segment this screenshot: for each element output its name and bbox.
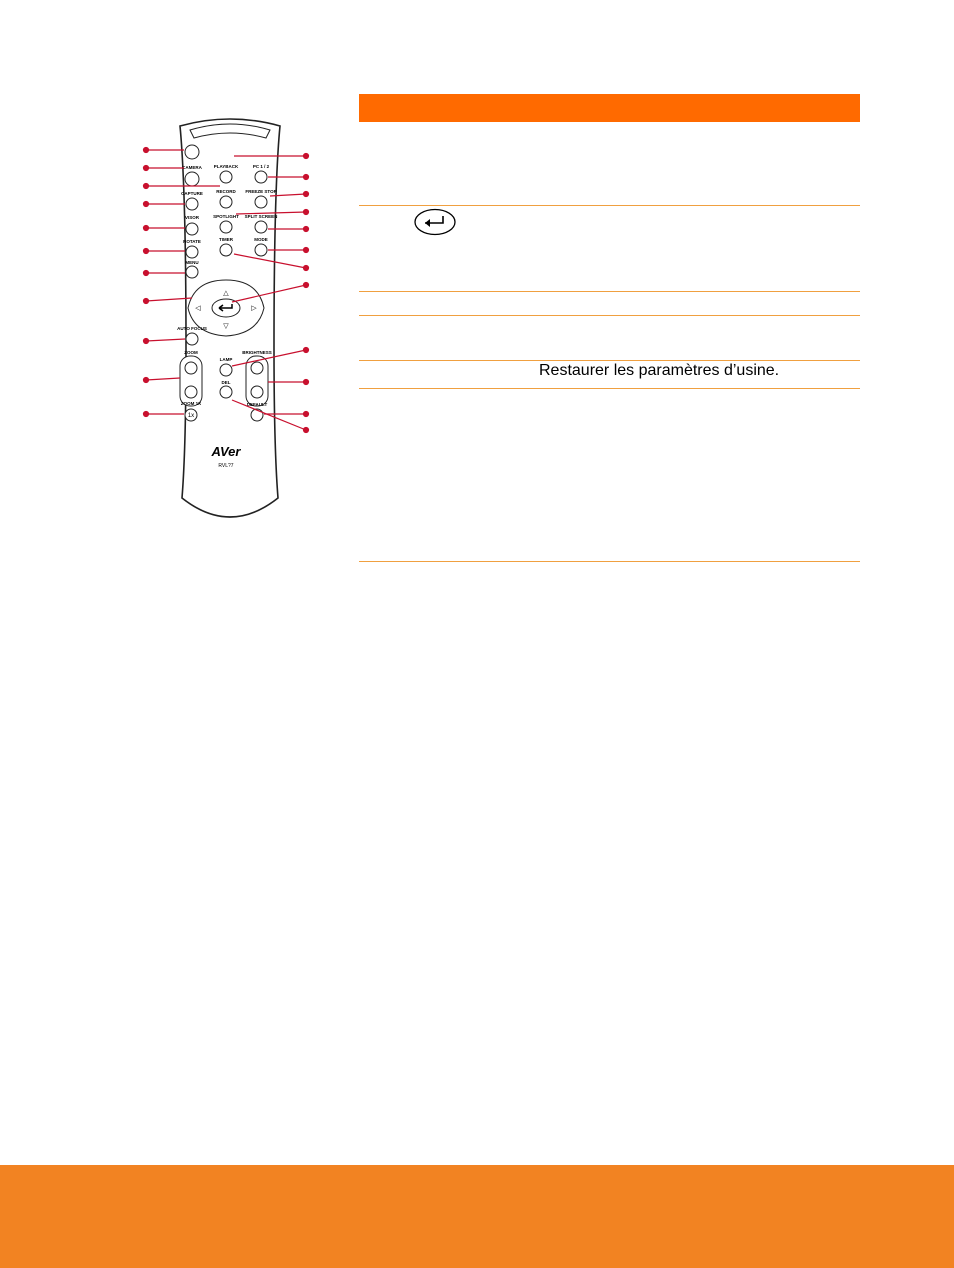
default-label: DEFAULT [246, 402, 268, 407]
remote-control-illustration [140, 118, 320, 533]
zoom-out-button [185, 386, 197, 398]
rotate-button [186, 246, 198, 258]
table-header-bar [359, 94, 860, 122]
split-button [255, 221, 267, 233]
brightness-label: BRIGHTNESS [242, 350, 272, 355]
svg-text:△: △ [223, 290, 229, 297]
capture-label: CAPTURE [181, 191, 203, 196]
row-divider [359, 291, 860, 292]
one-x-text: 1x [187, 413, 195, 419]
zoom-label: ZOOM [184, 350, 198, 355]
menu-label: MENU [185, 260, 199, 265]
playback-button [220, 171, 232, 183]
rotate-label: ROTATE [183, 239, 201, 244]
default-description: Restaurer les paramètres d’usine. [539, 362, 780, 379]
timer-label: TIMER [219, 237, 233, 242]
spotlight-button [220, 221, 232, 233]
row-divider [359, 315, 860, 316]
zoom-in-button [185, 362, 197, 374]
row-divider [359, 561, 860, 562]
pc-button [255, 171, 267, 183]
page-footer-bar [0, 1165, 954, 1268]
timer-button [220, 244, 232, 256]
spotlight-label: SPOTLIGHT [213, 214, 239, 219]
svg-text:▷: ▷ [251, 305, 257, 312]
camera-label: CAMERA [182, 165, 202, 170]
freeze-label: FREEZE STOP [245, 189, 277, 194]
split-label: SPLIT SCREEN [244, 214, 278, 219]
svg-text:◁: ◁ [195, 305, 201, 312]
mode-button [255, 244, 267, 256]
enter-button-icon [413, 207, 457, 237]
record-button [220, 196, 232, 208]
visor-button [186, 223, 198, 235]
pc-label: PC 1 / 2 [252, 164, 270, 169]
row-divider [359, 205, 860, 206]
auto-focus-label: AUTO FOCUS [177, 326, 207, 331]
brightness-down-button [251, 386, 263, 398]
del-label: DEL [221, 380, 231, 385]
record-label: RECORD [216, 189, 236, 194]
power-button [185, 145, 199, 159]
svg-text:▽: ▽ [223, 323, 229, 330]
auto-focus-button [186, 333, 198, 345]
camera-button [185, 172, 199, 186]
lamp-label: LAMP [219, 357, 233, 362]
capture-button [186, 198, 198, 210]
brand-logo: AVer [211, 444, 241, 459]
model-label: RVL?7 [218, 463, 234, 469]
brightness-up-button [251, 362, 263, 374]
menu-button [186, 266, 198, 278]
freeze-button [255, 196, 267, 208]
del-button [220, 386, 232, 398]
row-divider [359, 360, 860, 361]
default-button [251, 409, 263, 421]
mode-label: MODE [254, 237, 268, 242]
lamp-button [220, 364, 232, 376]
visor-label: VISOR [184, 215, 200, 220]
playback-label: PLAYBACK [213, 164, 239, 169]
row-divider [359, 388, 860, 389]
zoom-1x-label: ZOOM 1X [180, 401, 202, 406]
